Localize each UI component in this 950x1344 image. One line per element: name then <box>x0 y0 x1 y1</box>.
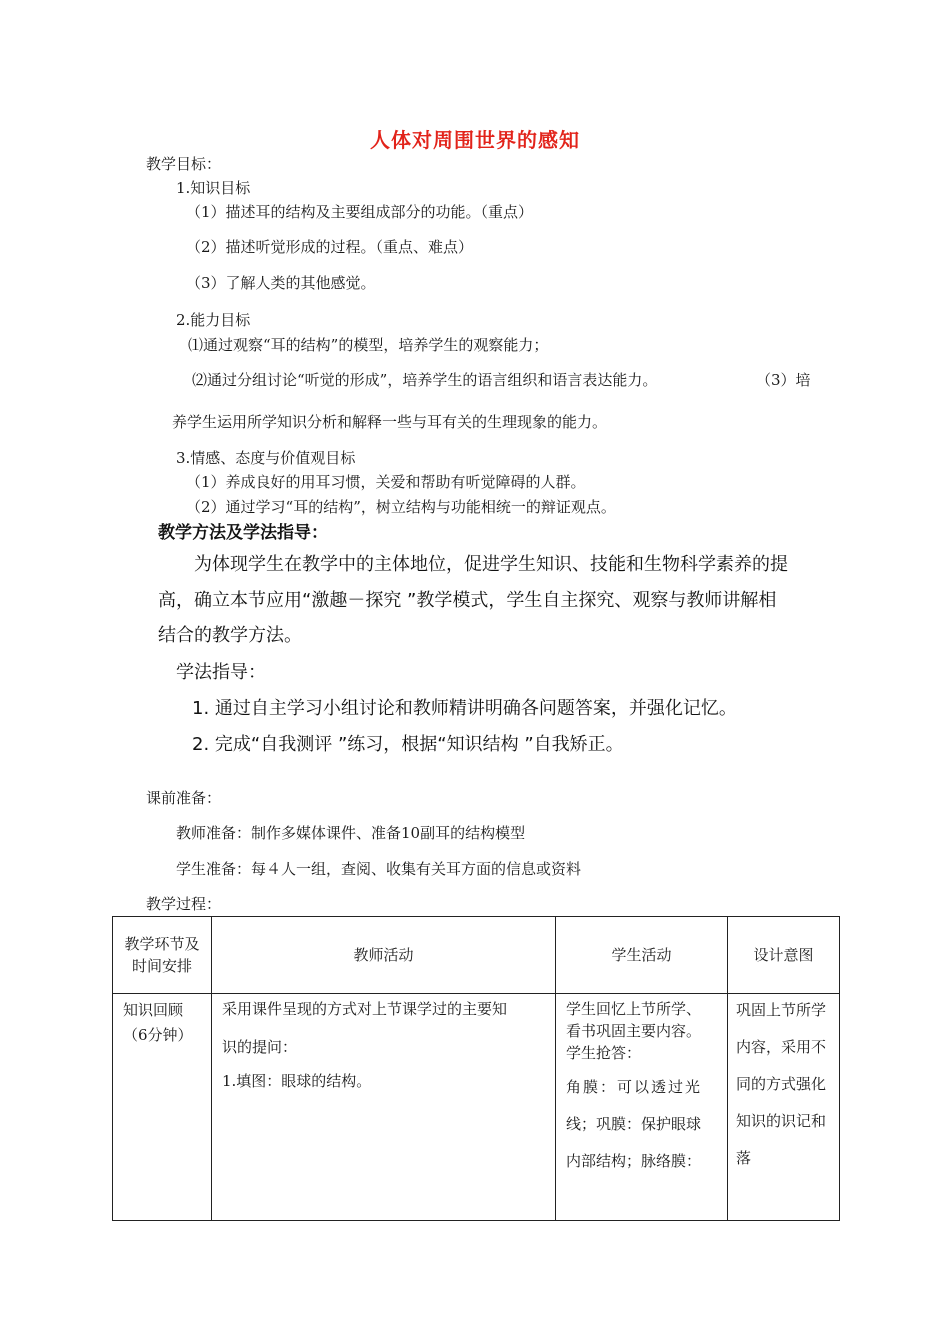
student-activity-cell <box>556 994 728 1221</box>
table-header-row <box>113 917 840 994</box>
teacher-activity-line: 采用课件呈现的方式对上节课学过的主要知 <box>222 1000 508 1018</box>
ability-item: ⑴通过观察“耳的结构”的模型，培养学生的观察能力； <box>188 336 549 354</box>
methods-heading: 教学方法及学法指导： <box>158 523 328 543</box>
column-header: 教学环节及时间安排 <box>113 917 212 994</box>
student-activity-line: 学生回忆上节所学、 <box>566 1000 702 1018</box>
teacher-activity-line: 1.填图：眼球的结构。 <box>222 1072 372 1090</box>
teacher-preparation: 教师准备：制作多媒体课件、准备10副耳的结构模型 <box>176 824 526 842</box>
methods-paragraph-line: 结合的教学方法。 <box>158 625 302 646</box>
student-activity-line: 内部结构；脉络膜： <box>566 1152 702 1170</box>
table-row <box>113 994 840 1221</box>
guide-item: 1. 通过自主学习小组讨论和教师精讲明确各问题答案，并强化记忆。 <box>192 698 737 719</box>
teaching-process-table <box>112 916 840 1221</box>
knowledge-item: （1）描述耳的结构及主要组成部分的功能。（重点） <box>186 203 534 221</box>
student-preparation: 学生准备：每４人一组，查阅、收集有关耳方面的信息或资料 <box>176 860 582 878</box>
guide-item: 2. 完成“自我测评 ”练习，根据“知识结构 ”自我矫正。 <box>192 734 624 755</box>
emotion-item: （1）养成良好的用耳习惯，关爱和帮助有听觉障碍的人群。 <box>186 473 586 491</box>
page-title: 人体对周围世界的感知 <box>370 128 580 152</box>
teacher-activity-line: 识的提问： <box>222 1038 298 1056</box>
methods-paragraph-line: 为体现学生在教学中的主体地位，促进学生知识、技能和生物科学素养的提 <box>194 554 788 575</box>
process-heading: 教学过程： <box>146 895 222 913</box>
preparation-heading: 课前准备： <box>146 789 222 807</box>
objectives-heading: 教学目标： <box>146 155 222 173</box>
knowledge-item: （3）了解人类的其他感觉。 <box>186 274 376 292</box>
emotion-item: （2）通过学习“耳的结构”，树立结构与功能相统一的辩证观点。 <box>186 498 616 516</box>
ability-item-start: （3）培 <box>756 371 811 389</box>
ability-item-continuation: 养学生运用所学知识分析和解释一些与耳有关的生理现象的能力。 <box>172 413 608 431</box>
knowledge-item: （2）描述听觉形成的过程。（重点、难点） <box>186 238 474 256</box>
student-activity-line: 看书巩固主要内容。 <box>566 1022 702 1040</box>
student-activity-line: 角膜：可以透过光 <box>566 1078 703 1096</box>
emotion-heading: 3.情感、态度与价值观目标 <box>176 449 356 467</box>
student-activity-line: 线；巩膜：保护眼球 <box>566 1115 702 1133</box>
column-header: 设计意图 <box>728 917 840 994</box>
guide-heading: 学法指导： <box>176 662 266 683</box>
design-intent-cell: 巩固上节所学内容，采用不同的方式强化知识的识记和落 <box>728 994 840 1221</box>
knowledge-heading: 1.知识目标 <box>176 179 251 197</box>
ability-heading: 2.能力目标 <box>176 311 251 329</box>
ability-item: ⑵通过分组讨论“听觉的形成”，培养学生的语言组织和语言表达能力。 <box>192 371 658 389</box>
teacher-activity-cell <box>212 994 556 1221</box>
column-header: 教师活动 <box>212 917 556 994</box>
student-activity-line: 学生抢答： <box>566 1044 642 1062</box>
methods-paragraph-line: 高，确立本节应用“激趣－探究 ”教学模式，学生自主探究、观察与教师讲解相 <box>158 590 777 611</box>
stage-cell: 知识回顾（6分钟） <box>113 994 212 1221</box>
column-header: 学生活动 <box>556 917 728 994</box>
